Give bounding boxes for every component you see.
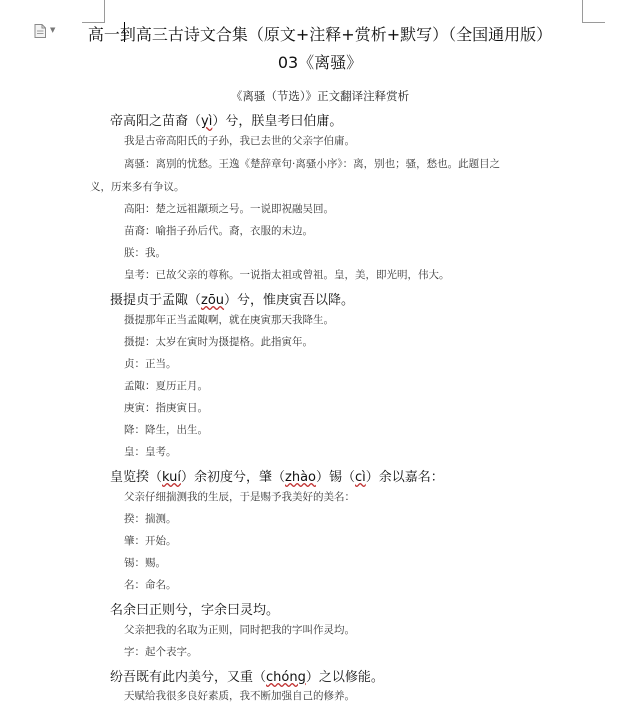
annotation-line: 字：起个表字。 [124, 646, 198, 658]
annotation-line: 降：降生，出生。 [124, 424, 208, 436]
pinyin-annotation: zhào [285, 470, 316, 485]
annotation-line: 皇：皇考。 [124, 446, 177, 458]
annotation-line: 揆：揣测。 [124, 513, 177, 525]
pinyin-annotation: chóng [266, 670, 306, 685]
pinyin-annotation: yì [201, 114, 213, 129]
verse-line: 纷吾既有此内美兮，又重（chóng）之以修能。 [110, 670, 384, 685]
translation-line: 父亲仔细揣测我的生辰，于是赐予我美好的美名： [124, 491, 355, 503]
annotation-line: 苗裔：喻指子孙后代。裔，衣服的末边。 [124, 225, 313, 237]
annotation-line: 皇考：已故父亲的尊称。一说指太祖或曾祖。皇，美，即光明，伟大。 [124, 269, 450, 281]
annotation-line: 高阳：楚之远祖颛顼之号。一说即祝融吴回。 [124, 203, 334, 215]
section-subtitle: 《离骚（节选）》正文翻译注释赏析 [230, 89, 410, 103]
annotation-line: 肇：开始。 [124, 535, 177, 547]
translation-line: 我是古帝高阳氏的子孙，我已去世的父亲字伯庸。 [124, 135, 355, 147]
chapter-title: 03《离骚》 [277, 53, 363, 72]
pinyin-annotation: kuí [162, 470, 181, 485]
margin-corner-top-right [582, 0, 605, 23]
pinyin-annotation: zōu [201, 293, 225, 308]
annotation-line: 离骚：离别的忧愁。王逸《楚辞章句·离骚小序》：离，别也；骚，愁也。此题目之 [124, 158, 501, 170]
annotation-line: 锡：赐。 [124, 557, 166, 569]
verse-line: 名余曰正则兮，字余曰灵均。 [110, 603, 280, 618]
annotation-line: 庚寅：指庚寅日。 [124, 402, 208, 414]
annotation-line: 孟陬：夏历正月。 [124, 380, 208, 392]
pinyin-annotation: cì [355, 470, 366, 485]
document-title: 高一到高三古诗文合集（原文+注释+赏析+默写）（全国通用版） [87, 25, 553, 44]
translation-line: 父亲把我的名取为正则，同时把我的字叫作灵均。 [124, 624, 355, 636]
annotation-line: 名：命名。 [124, 579, 177, 591]
verse-line: 帝高阳之苗裔（yì）兮，朕皇考曰伯庸。 [110, 114, 343, 129]
translation-line: 摄提那年正当孟陬啊，就在庚寅那天我降生。 [124, 314, 334, 326]
translation-line: 天赋给我很多良好素质，我不断加强自己的修养。 [124, 690, 355, 702]
margin-corner-top-left [82, 0, 105, 23]
verse-line: 摄提贞于孟陬（zōu）兮，惟庚寅吾以降。 [110, 293, 355, 308]
annotation-line: 摄提：太岁在寅时为摄提格。此指寅年。 [124, 336, 313, 348]
dropdown-arrow-icon[interactable]: ▼ [50, 26, 56, 34]
annotation-line: 朕：我。 [124, 247, 166, 259]
annotation-line: 贞：正当。 [124, 358, 177, 370]
annotation-line: 义，历来多有争议。 [90, 181, 185, 193]
verse-line: 皇览揆（kuí）余初度兮，肇（zhào）锡（cì）余以嘉名： [110, 470, 444, 485]
